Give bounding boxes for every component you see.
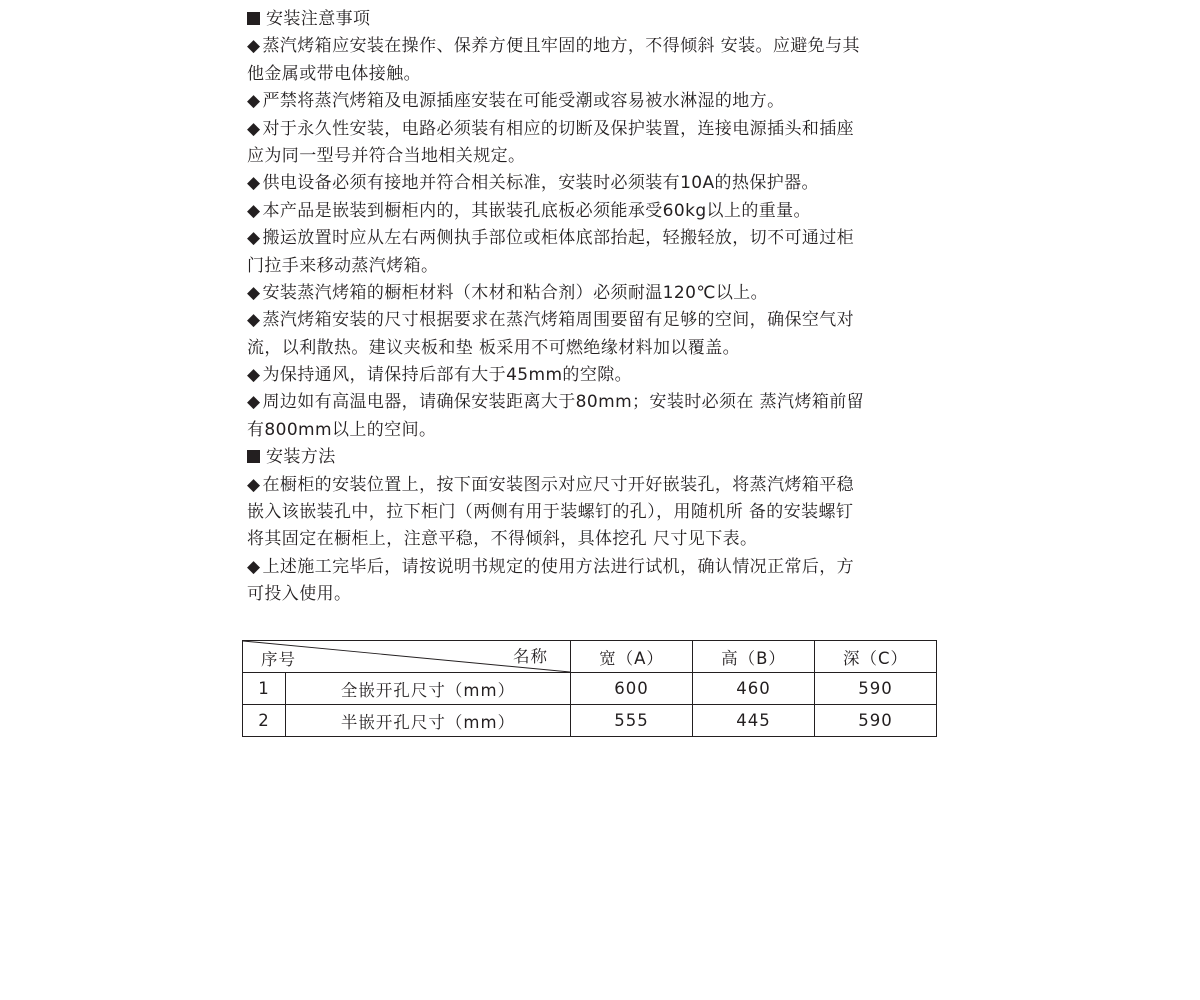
square-bullet-icon (247, 12, 260, 25)
row-height: 460 (693, 673, 815, 705)
method-line: 可投入使用。 (247, 584, 352, 605)
row-width: 555 (571, 705, 693, 737)
section-heading-precautions: 安装注意事项 (247, 6, 937, 33)
diamond-bullet-icon: ◆ (247, 365, 261, 386)
precaution-line: ◆ 对于永久性安装，电路必须装有相应的切断及保护装置，连接电源插头和插座 (247, 116, 937, 143)
table-header-row (243, 641, 937, 673)
table-row (243, 673, 937, 705)
diamond-bullet-icon: ◆ (247, 173, 261, 194)
precaution-line: 门拉手来移动蒸汽烤箱。 (247, 255, 439, 276)
installation-instructions (247, 6, 937, 609)
diamond-bullet-icon: ◆ (247, 118, 261, 139)
diamond-bullet-icon: ◆ (247, 474, 261, 495)
precaution-line: ◆ 严禁将蒸汽烤箱及电源插座安装在可能受潮或容易被水淋湿的地方。 (247, 88, 937, 115)
precaution-line: ◆ 本产品是嵌装到橱柜内的，其嵌装孔底板必须能承受60kg以上的重量。 (247, 198, 937, 225)
row-name: 半嵌开孔尺寸（mm） (286, 705, 571, 737)
diamond-bullet-icon: ◆ (247, 200, 261, 221)
row-depth: 590 (815, 705, 937, 737)
precaution-line: ◆ 安装蒸汽烤箱的橱柜材料（木材和粘合剂）必须耐温120℃以上。 (247, 280, 937, 307)
diamond-bullet-icon: ◆ (247, 392, 261, 413)
precaution-line: ◆ 蒸汽烤箱应安装在操作、保养方便且牢固的地方，不得倾斜 安装。应避免与其 (247, 33, 937, 60)
method-line: ◆ 上述施工完毕后，请按说明书规定的使用方法进行试机，确认情况正常后，方 (247, 554, 937, 581)
header-name-label: 名称 (513, 647, 548, 666)
header-width: 宽（A） (571, 641, 693, 673)
header-index-label: 序号 (261, 650, 296, 669)
row-width: 600 (571, 673, 693, 705)
diagonal-header-cell (243, 641, 571, 673)
precaution-line: ◆ 为保持通风，请保持后部有大于45mm的空隙。 (247, 362, 937, 389)
method-line: 嵌入该嵌装孔中，拉下柜门（两侧有用于装螺钉的孔），用随机所 备的安装螺钉 (247, 502, 854, 523)
table-row (243, 705, 937, 737)
header-depth: 深（C） (815, 641, 937, 673)
diamond-bullet-icon: ◆ (247, 310, 261, 331)
precaution-line: ◆ 蒸汽烤箱安装的尺寸根据要求在蒸汽烤箱周围要留有足够的空间，确保空气对 (247, 307, 937, 334)
diamond-bullet-icon: ◆ (247, 36, 261, 57)
diamond-bullet-icon: ◆ (247, 282, 261, 303)
row-name: 全嵌开孔尺寸（mm） (286, 673, 571, 705)
precaution-line: ◆ 供电设备必须有接地并符合相关标准，安装时必须装有10A的热保护器。 (247, 170, 937, 197)
row-number: 1 (243, 673, 286, 705)
square-bullet-icon (247, 450, 260, 463)
diamond-bullet-icon: ◆ (247, 228, 261, 249)
row-number: 2 (243, 705, 286, 737)
precaution-line: ◆ 周边如有高温电器，请确保安装距离大于80mm；安装时必须在 蒸汽烤箱前留 (247, 389, 937, 416)
row-depth: 590 (815, 673, 937, 705)
diamond-bullet-icon: ◆ (247, 91, 261, 112)
cutout-dimensions-table (242, 640, 937, 737)
diamond-bullet-icon: ◆ (247, 556, 261, 577)
precaution-line: 他金属或带电体接触。 (247, 63, 421, 84)
precaution-line: 流，以利散热。建议夹板和垫 板采用不可燃绝缘材料加以覆盖。 (247, 337, 741, 358)
method-line: 将其固定在橱柜上，注意平稳，不得倾斜，具体挖孔 尺寸见下表。 (247, 529, 758, 550)
precaution-line: 有800mm以上的空间。 (247, 419, 437, 440)
section-heading-method: 安装方法 (247, 444, 937, 471)
row-height: 445 (693, 705, 815, 737)
precaution-line: ◆ 搬运放置时应从左右两侧执手部位或柜体底部抬起，轻搬轻放，切不可通过柜 (247, 225, 937, 252)
precaution-line: 应为同一型号并符合当地相关规定。 (247, 145, 526, 166)
header-height: 高（B） (693, 641, 815, 673)
method-line: ◆ 在橱柜的安装位置上，按下面安装图示对应尺寸开好嵌装孔，将蒸汽烤箱平稳 (247, 472, 937, 499)
